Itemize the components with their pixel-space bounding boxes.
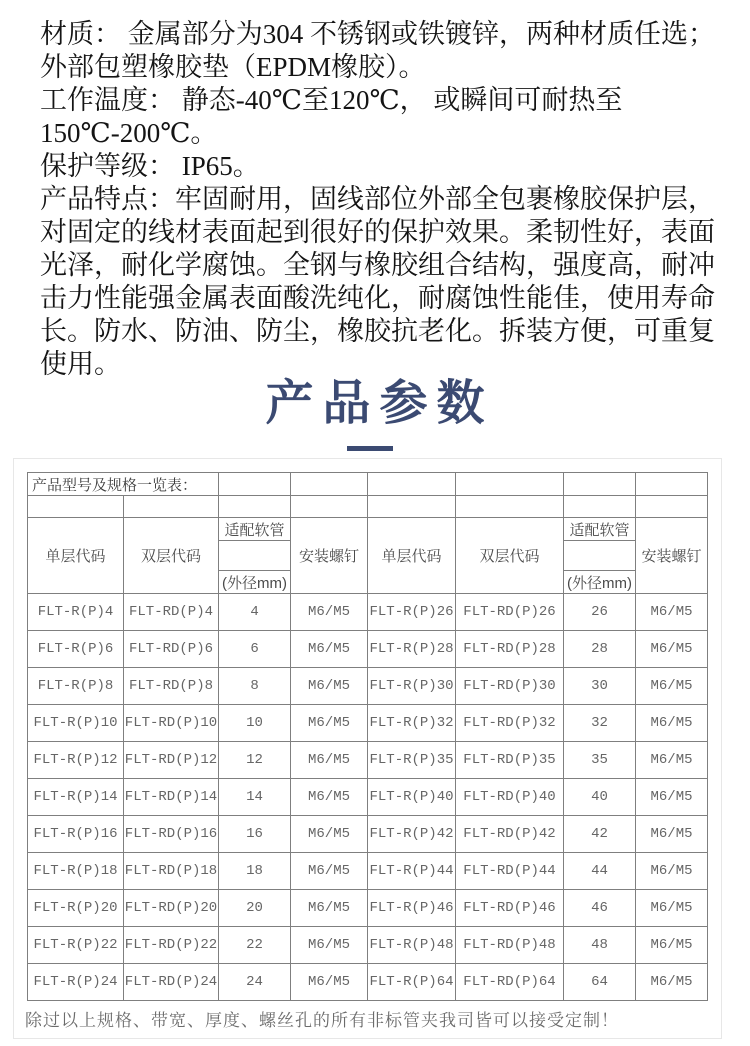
screw-cell: M6/M5 <box>636 927 708 964</box>
single-code-cell: FLT-R(P)6 <box>28 631 124 668</box>
screw-cell: M6/M5 <box>636 668 708 705</box>
single-code-cell: FLT-R(P)24 <box>28 964 124 1001</box>
header-screw-right: 安装螺钉 <box>636 518 708 594</box>
screw-cell: M6/M5 <box>636 631 708 668</box>
header-double-code-left: 双层代码 <box>124 518 219 594</box>
table-header-row <box>28 518 708 541</box>
header-single-code-left: 单层代码 <box>28 518 124 594</box>
double-code-cell: FLT-RD(P)26 <box>456 594 564 631</box>
table-body <box>28 594 708 1001</box>
double-code-cell: FLT-RD(P)8 <box>124 668 219 705</box>
empty-cell <box>456 496 564 518</box>
screw-cell: M6/M5 <box>636 964 708 1001</box>
hose-od-cell: 42 <box>564 816 636 853</box>
hose-od-cell: 18 <box>219 853 291 890</box>
header-double-code-right: 双层代码 <box>456 518 564 594</box>
screw-cell: M6/M5 <box>291 964 368 1001</box>
header-hose-unit-right: (外径mm) <box>564 571 636 594</box>
header-hose-right: 适配软管 <box>564 518 636 541</box>
table-caption: 产品型号及规格一览表： <box>28 473 219 496</box>
hose-od-cell: 30 <box>564 668 636 705</box>
hose-od-cell: 16 <box>219 816 291 853</box>
empty-cell <box>636 473 708 496</box>
hose-od-cell: 12 <box>219 742 291 779</box>
single-code-cell: FLT-R(P)10 <box>28 705 124 742</box>
table-row <box>28 964 708 1001</box>
empty-cell <box>28 496 124 518</box>
double-code-cell: FLT-RD(P)4 <box>124 594 219 631</box>
hose-od-cell: 44 <box>564 853 636 890</box>
double-code-cell: FLT-RD(P)46 <box>456 890 564 927</box>
double-code-cell: FLT-RD(P)16 <box>124 816 219 853</box>
single-code-cell: FLT-R(P)64 <box>368 964 456 1001</box>
hose-od-cell: 46 <box>564 890 636 927</box>
single-code-cell: FLT-R(P)28 <box>368 631 456 668</box>
empty-cell <box>564 473 636 496</box>
double-code-cell: FLT-RD(P)14 <box>124 779 219 816</box>
empty-cell <box>368 496 456 518</box>
double-code-cell: FLT-RD(P)18 <box>124 853 219 890</box>
screw-cell: M6/M5 <box>291 927 368 964</box>
hose-od-cell: 48 <box>564 927 636 964</box>
screw-cell: M6/M5 <box>636 742 708 779</box>
hose-od-cell: 40 <box>564 779 636 816</box>
single-code-cell: FLT-R(P)22 <box>28 927 124 964</box>
empty-cell <box>291 496 368 518</box>
empty-cell <box>291 473 368 496</box>
empty-cell <box>219 496 291 518</box>
double-code-cell: FLT-RD(P)44 <box>456 853 564 890</box>
screw-cell: M6/M5 <box>291 631 368 668</box>
spec-material: 材质： 金属部分为304 不锈钢或铁镀锌，两种材质任选；外部包塑橡胶垫（EPDM橡胶）。 <box>40 19 715 82</box>
table-row <box>28 594 708 631</box>
screw-cell: M6/M5 <box>291 594 368 631</box>
single-code-cell: FLT-R(P)30 <box>368 668 456 705</box>
table-row <box>28 779 708 816</box>
table-row <box>28 668 708 705</box>
double-code-cell: FLT-RD(P)6 <box>124 631 219 668</box>
hose-od-cell: 32 <box>564 705 636 742</box>
single-code-cell: FLT-R(P)18 <box>28 853 124 890</box>
section-title: 产品参数 <box>265 377 494 430</box>
single-code-cell: FLT-R(P)26 <box>368 594 456 631</box>
empty-cell <box>368 473 456 496</box>
table-row <box>28 853 708 890</box>
empty-cell <box>219 473 291 496</box>
hose-od-cell: 24 <box>219 964 291 1001</box>
table-row <box>28 890 708 927</box>
empty-cell <box>564 541 636 571</box>
double-code-cell: FLT-RD(P)28 <box>456 631 564 668</box>
empty-cell <box>456 473 564 496</box>
table-row <box>28 631 708 668</box>
hose-od-cell: 4 <box>219 594 291 631</box>
single-code-cell: FLT-R(P)40 <box>368 779 456 816</box>
spec-temperature: 工作温度： 静态-40℃至120℃， 或瞬间可耐热至150℃-200℃。 <box>40 85 623 148</box>
table-row <box>28 927 708 964</box>
screw-cell: M6/M5 <box>291 853 368 890</box>
header-hose-unit-left: (外径mm) <box>219 571 291 594</box>
single-code-cell: FLT-R(P)48 <box>368 927 456 964</box>
screw-cell: M6/M5 <box>636 705 708 742</box>
double-code-cell: FLT-RD(P)42 <box>456 816 564 853</box>
single-code-cell: FLT-R(P)8 <box>28 668 124 705</box>
double-code-cell: FLT-RD(P)64 <box>456 964 564 1001</box>
screw-cell: M6/M5 <box>291 816 368 853</box>
double-code-cell: FLT-RD(P)32 <box>456 705 564 742</box>
table-row <box>28 816 708 853</box>
screw-cell: M6/M5 <box>636 816 708 853</box>
table-caption-row <box>28 473 708 496</box>
single-code-cell: FLT-R(P)4 <box>28 594 124 631</box>
product-description <box>40 18 718 381</box>
header-screw-left: 安装螺钉 <box>291 518 368 594</box>
hose-od-cell: 35 <box>564 742 636 779</box>
screw-cell: M6/M5 <box>636 853 708 890</box>
double-code-cell: FLT-RD(P)10 <box>124 705 219 742</box>
single-code-cell: FLT-R(P)32 <box>368 705 456 742</box>
hose-od-cell: 28 <box>564 631 636 668</box>
double-code-cell: FLT-RD(P)48 <box>456 927 564 964</box>
header-hose-left: 适配软管 <box>219 518 291 541</box>
double-code-cell: FLT-RD(P)22 <box>124 927 219 964</box>
spec-protection-rating: 保护等级： IP65。 <box>40 151 260 181</box>
header-single-code-right: 单层代码 <box>368 518 456 594</box>
screw-cell: M6/M5 <box>291 668 368 705</box>
hose-od-cell: 20 <box>219 890 291 927</box>
screw-cell: M6/M5 <box>291 779 368 816</box>
double-code-cell: FLT-RD(P)20 <box>124 890 219 927</box>
spec-table <box>27 472 708 1001</box>
screw-cell: M6/M5 <box>291 742 368 779</box>
double-code-cell: FLT-RD(P)30 <box>456 668 564 705</box>
empty-cell <box>564 496 636 518</box>
double-code-cell: FLT-RD(P)35 <box>456 742 564 779</box>
screw-cell: M6/M5 <box>291 705 368 742</box>
single-code-cell: FLT-R(P)35 <box>368 742 456 779</box>
single-code-cell: FLT-R(P)46 <box>368 890 456 927</box>
screw-cell: M6/M5 <box>636 779 708 816</box>
hose-od-cell: 22 <box>219 927 291 964</box>
empty-cell <box>636 496 708 518</box>
double-code-cell: FLT-RD(P)12 <box>124 742 219 779</box>
single-code-cell: FLT-R(P)44 <box>368 853 456 890</box>
single-code-cell: FLT-R(P)42 <box>368 816 456 853</box>
screw-cell: M6/M5 <box>636 594 708 631</box>
single-code-cell: FLT-R(P)12 <box>28 742 124 779</box>
screw-cell: M6/M5 <box>291 890 368 927</box>
table-row <box>28 705 708 742</box>
table-blank-row <box>28 496 708 518</box>
double-code-cell: FLT-RD(P)24 <box>124 964 219 1001</box>
single-code-cell: FLT-R(P)16 <box>28 816 124 853</box>
hose-od-cell: 6 <box>219 631 291 668</box>
hose-od-cell: 26 <box>564 594 636 631</box>
single-code-cell: FLT-R(P)20 <box>28 890 124 927</box>
empty-cell <box>219 541 291 571</box>
hose-od-cell: 64 <box>564 964 636 1001</box>
hose-od-cell: 10 <box>219 705 291 742</box>
spec-card <box>13 458 722 1039</box>
screw-cell: M6/M5 <box>636 890 708 927</box>
custom-note: 除过以上规格、带宽、厚度、螺丝孔的所有非标管夹我司皆可以接受定制！ <box>25 1011 619 1030</box>
hose-od-cell: 8 <box>219 668 291 705</box>
empty-cell <box>124 496 219 518</box>
spec-features: 产品特点：牢固耐用，固线部位外部全包裹橡胶保护层，对固定的线材表面起到很好的保护效果。柔韧性好，表面光泽，耐化学腐蚀。全钢与橡胶组合结构，强度高，耐冲击力性能强金属表面酸洗纯化，耐腐蚀性能佳，使用寿命长。防水、防油、防尘，橡胶抗老化。拆装方便，可重复使用。 <box>40 184 715 379</box>
title-underline <box>347 446 393 451</box>
hose-od-cell: 14 <box>219 779 291 816</box>
table-row <box>28 742 708 779</box>
double-code-cell: FLT-RD(P)40 <box>456 779 564 816</box>
single-code-cell: FLT-R(P)14 <box>28 779 124 816</box>
